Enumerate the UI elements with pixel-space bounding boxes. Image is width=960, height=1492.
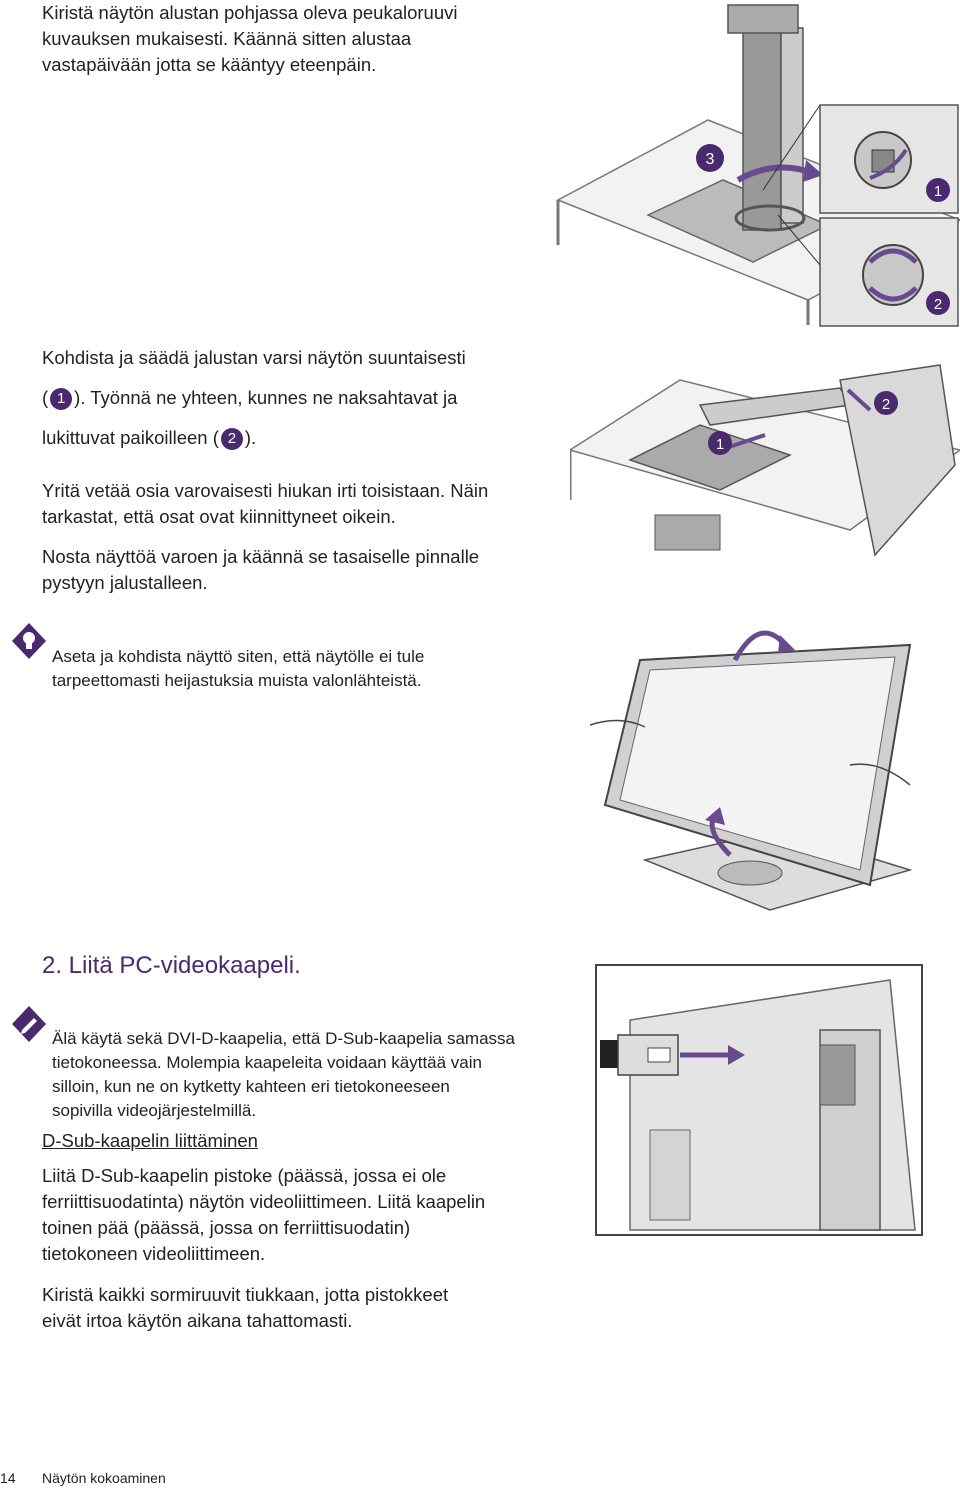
dsub-line: Liitä D-Sub-kaapelin pistoke (päässä, jossa ei ole [42,1165,447,1186]
note-line: silloin, kun ne on kytketty kahteen eri tietokoneeseen [52,1077,450,1096]
step2-line [42,425,562,465]
tighten-line: Kiristä kaikki sormiruuvit tiukkaan, jotta pistokkeet [42,1284,449,1305]
dsub-line: toinen pää (päässä, jossa on ferriittisuodatin) [42,1217,411,1238]
step2-line3-text: lukittuvat paikoilleen ( [42,427,219,448]
tip-line: tarpeettomasti heijastuksia muista valonlähteistä. [52,671,422,690]
step1-line: kuvauksen mukaisesti. Käännä sitten alustaa [42,28,412,49]
note-line: tietokoneessa. Molempia kaapeleita voidaan käyttää vain [52,1053,482,1072]
fig1-label: 3 [705,151,715,168]
fig2-label: 2 [881,396,891,413]
cable-connection-illustration [590,960,930,1245]
note-line: Älä käytä sekä DVI-D-kaapelia, että D-Sub-kaapelia samassa [52,1029,515,1048]
step-badge-1: 1 [50,388,72,410]
step3-text [42,478,562,530]
note-line: sopivilla videojärjestelmillä. [52,1101,257,1120]
step2-line: Kohdista ja säädä jalustan varsi näytön suuntaisesti [42,347,466,368]
section-title: 2. Liitä PC-videokaapeli. [42,952,301,979]
pencil-icon [10,1005,48,1043]
tighten-text [42,1282,562,1334]
tighten-line: eivät irtoa käytön aikana tahattomasti. [42,1310,353,1331]
step2-line [42,385,562,425]
step-badge-2: 2 [221,428,243,450]
lightbulb-icon [10,622,48,660]
dsub-line: tietokoneen videoliittimeen. [42,1243,266,1264]
step2-text [42,345,562,465]
fig1-label: 1 [933,183,943,200]
page-number: 14 [0,1470,16,1486]
step4-text [42,544,562,596]
monitor-illustration [590,615,920,915]
tip-line: Aseta ja kohdista näyttö siten, että näytölle ei tule [52,647,425,666]
note-text [52,1027,552,1123]
subsection-title: D-Sub-kaapelin liittäminen [42,1130,258,1151]
step3-line: Yritä vetää osia varovaisesti hiukan irti toisistaan. Näin [42,480,489,501]
paren-open: ( [42,387,49,408]
fig2-label: 1 [715,436,725,453]
step3-line: tarkastat, että osat ovat kiinnittyneet oikein. [42,506,396,527]
stand-base-illustration [548,0,960,330]
fig1-label: 2 [933,296,943,313]
paren-close: ). [244,427,257,448]
step1-line: Kiristä näytön alustan pohjassa oleva peukaloruuvi [42,2,458,23]
step4-line: pystyyn jalustalleen. [42,572,208,593]
dsub-line: ferriittisuodatinta) näytön videoliittimeen. Liitä kaapelin [42,1191,486,1212]
chapter-title: Näytön kokoaminen [42,1470,166,1486]
step2-line2-text: ). Työnnä ne yhteen, kunnes ne naksahtavat ja [74,387,458,408]
dsub-text [42,1163,562,1267]
step1-line: vastapäivään jotta se kääntyy eteenpäin. [42,54,377,75]
step4-line: Nosta näyttöä varoen ja käännä se tasaiselle pinnalle [42,546,480,567]
step1-text [42,0,522,78]
stand-attach-illustration [570,350,960,590]
tip-text [52,645,532,693]
